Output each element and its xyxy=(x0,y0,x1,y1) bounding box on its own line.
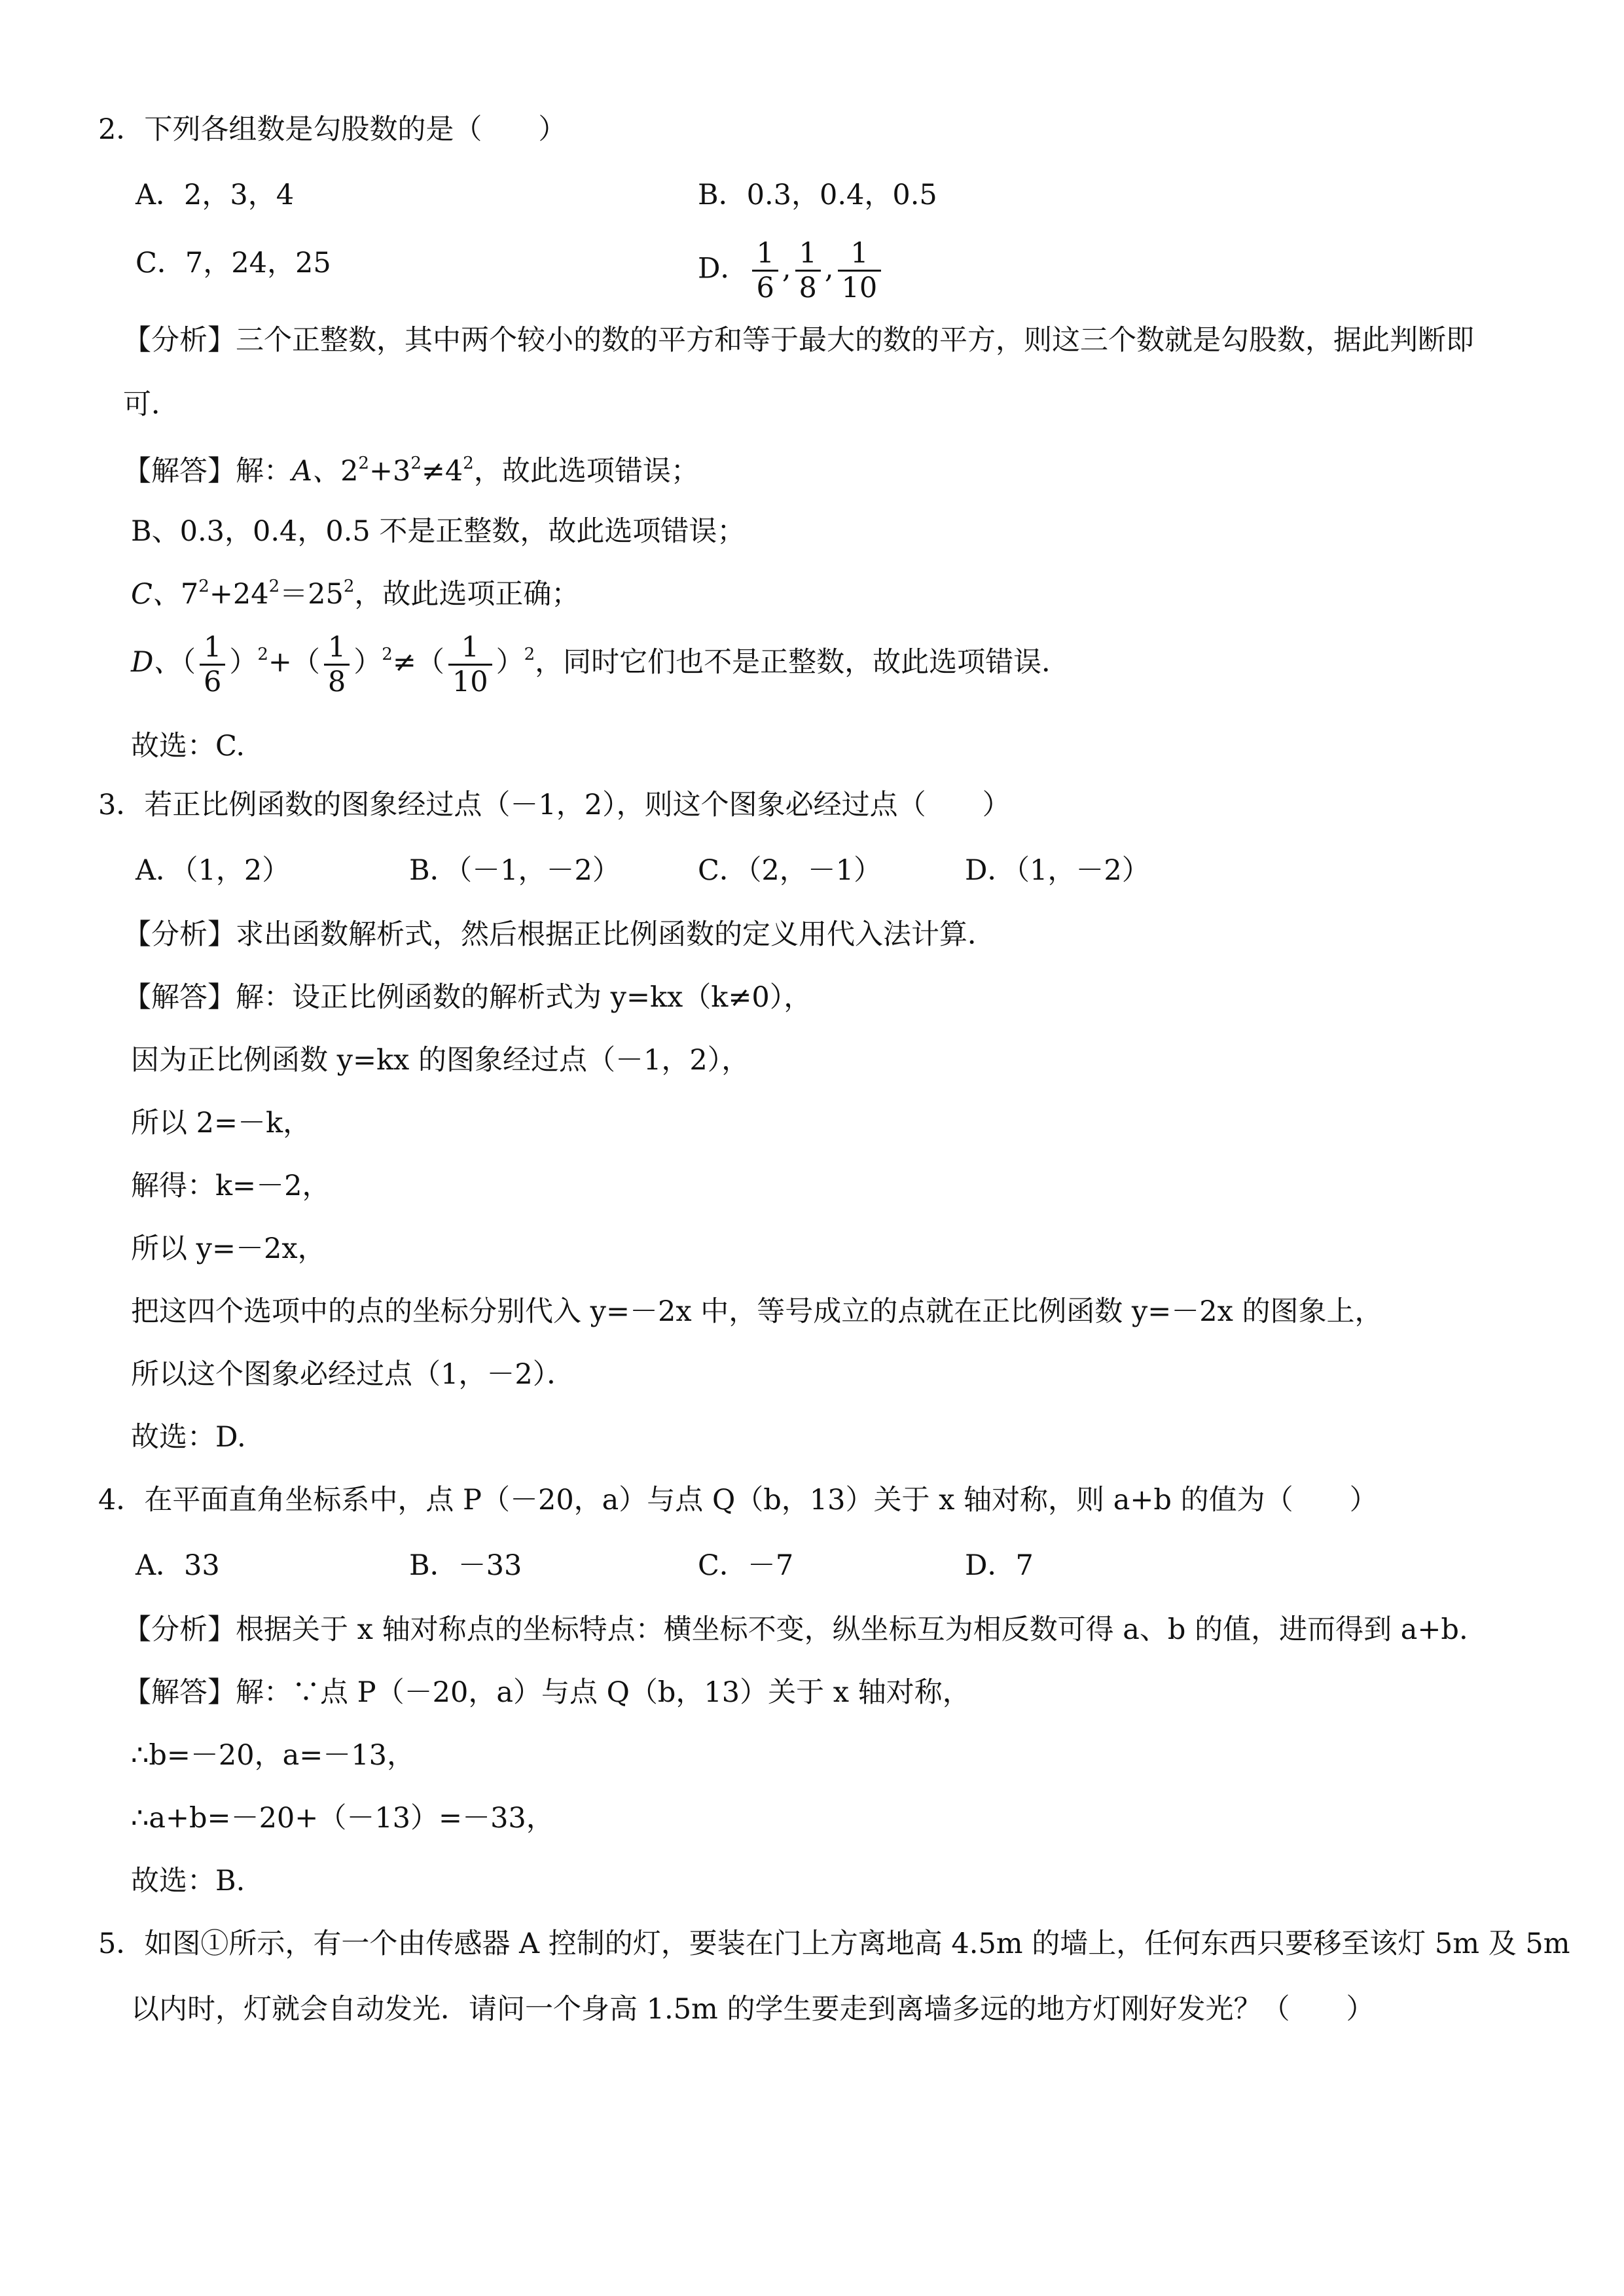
q4-solution-line: ∴b=－20，a=－13， xyxy=(131,1739,416,1772)
q4-solution-line: ∴a+b=－20+（－13）=－33， xyxy=(131,1802,554,1835)
q4-option-a: A．33 xyxy=(135,1549,220,1582)
q5-stem-line1: 5．如图①所示，有一个由传感器 A 控制的灯，要装在门上方离地高 4.5m 的墙上，任何东西只要移至该灯 5m 及 5m xyxy=(98,1928,1570,1960)
fraction-numerator: 1 xyxy=(752,237,778,272)
fraction-one-tenth xyxy=(838,237,882,304)
q2-option-c: C．7，24，25 xyxy=(135,247,331,279)
q2-choice: 故选：C. xyxy=(131,730,245,762)
q3-solution-line: 所以这个图象必经过点（1，－2）． xyxy=(131,1358,575,1391)
q3-solution-line: 所以 y=－2x， xyxy=(131,1232,326,1265)
q4-choice: 故选：B. xyxy=(131,1865,245,1897)
q2-stem: 2．下列各组数是勾股数的是（ ） xyxy=(98,113,567,146)
case-label: A、 xyxy=(292,455,341,488)
fraction-numerator: 1 xyxy=(795,237,821,272)
q3-option-d: D．（1，－2） xyxy=(965,854,1150,887)
case-label: C、 xyxy=(131,578,181,611)
fraction-denominator: 8 xyxy=(799,272,817,304)
q2-option-d: D． $\frac{1}{6}$ , $\frac{1}{8}$ , $\frac{1}{10}$ xyxy=(698,237,885,304)
q3-analysis: 【分析】求出函数解析式，然后根据正比例函数的定义用代入法计算． xyxy=(123,918,996,951)
q2-solution-c xyxy=(131,575,579,614)
case-note: ，故此选项错误； xyxy=(473,455,699,488)
q3-solution-line: 把这四个选项中的点的坐标分别代入 y=－2x 中，等号成立的点就在正比例函数 y=－2x 的图象上， xyxy=(131,1295,1383,1328)
case-note: ，故此选项正确； xyxy=(354,578,580,611)
q2-solution-a xyxy=(123,452,699,491)
q2-solution-b: B、0.3，0.4，0.5 不是正整数，故此选项错误； xyxy=(131,515,746,548)
fraction-one-sixth xyxy=(752,237,778,304)
q2-option-a: A．2，3，4 xyxy=(135,179,295,211)
fraction-denominator: 10 xyxy=(841,272,878,304)
case-label: D、 xyxy=(131,646,182,679)
fraction-one-eighth xyxy=(795,237,821,304)
q3-option-a: A．（1，2） xyxy=(135,854,291,887)
q3-solution-line: 【解答】解：设正比例函数的解析式为 y=kx（k≠0）， xyxy=(123,981,812,1014)
fraction-numerator: 1 xyxy=(838,237,882,272)
q4-stem: 4．在平面直角坐标系中，点 P（－20，a）与点 Q（b，13）关于 x 轴对称，则 a+b 的值为（ ） xyxy=(98,1484,1378,1516)
fraction-denominator: 6 xyxy=(756,272,774,304)
q5-stem-line2: 以内时，灯就会自动发光．请问一个身高 1.5m 的学生要走到离墙多远的地方灯刚好发光？（ ） xyxy=(131,1993,1375,2026)
q3-option-c: C．（2，－1） xyxy=(698,854,882,887)
q2-option-d-label: D． xyxy=(698,252,749,285)
q3-stem: 3．若正比例函数的图象经过点（－1，2），则这个图象必经过点（ ） xyxy=(98,789,1011,821)
q2-option-b: B．0.3，0.4，0.5 xyxy=(698,179,937,211)
answer-tag: 【解答】解： xyxy=(123,455,292,488)
case-note: ，同时它们也不是正整数，故此选项错误． xyxy=(535,646,1070,679)
q3-solution-line: 解得：k=－2， xyxy=(131,1170,331,1202)
q2-solution-d xyxy=(131,630,1070,698)
q4-solution-line: 【解答】解：∵点 P（－20，a）与点 Q（b，13）关于 x 轴对称， xyxy=(123,1676,971,1709)
q3-solution-line: 因为正比例函数 y=kx 的图象经过点（－1，2）， xyxy=(131,1044,750,1077)
expression: （ $\frac{1}{6}$ ）$^2$+（ $\frac{1}{8}$ ）$^2$≠（ $\frac{1}{10}$ ）$^2$ xyxy=(181,630,535,698)
q2-analysis-line1: 【分析】三个正整数，其中两个较小的数的平方和等于最大的数的平方，则这三个数就是勾股数，据此判断即 xyxy=(123,324,1474,357)
q4-option-b: B．－33 xyxy=(409,1549,522,1582)
q2-analysis-line2: 可． xyxy=(123,388,179,421)
q4-analysis: 【分析】根据关于 x 轴对称点的坐标特点：横坐标不变，纵坐标互为相反数可得 a、b 的值，进而得到 a+b. xyxy=(123,1613,1468,1646)
q3-option-b: B．（－1，－2） xyxy=(409,854,621,887)
expression: $2^2+3^2\ne 4^2$ xyxy=(340,454,474,488)
q4-option-d: D．7 xyxy=(965,1549,1034,1582)
expression: $7^2+24^2=25^2$ xyxy=(180,577,355,611)
q4-option-c: C．－7 xyxy=(698,1549,794,1582)
q3-choice: 故选：D. xyxy=(131,1421,246,1454)
q3-solution-line: 所以 2=－k， xyxy=(131,1107,312,1139)
